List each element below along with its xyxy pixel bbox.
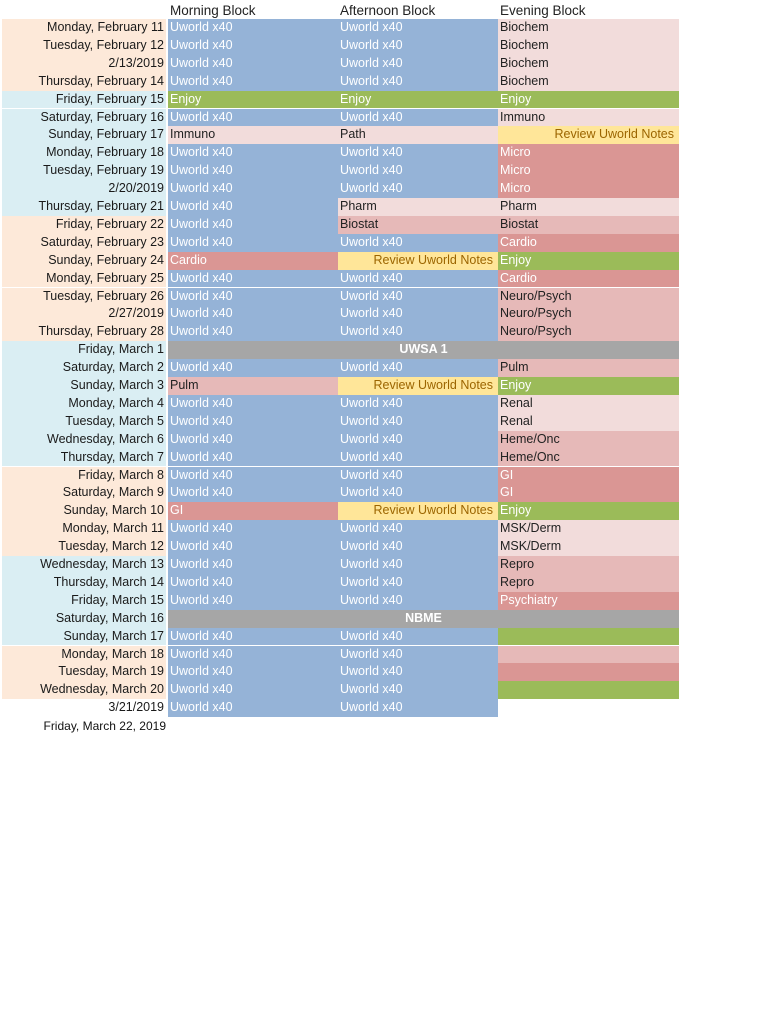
date-cell: Friday, February 22 <box>2 216 166 234</box>
header-evening-block: Evening Block <box>500 3 586 18</box>
morning-cell: Uworld x40 <box>168 288 338 306</box>
evening-cell: Cardio <box>498 270 679 288</box>
evening-cell: Review Uworld Notes <box>498 126 679 144</box>
evening-cell: Psychiatry <box>498 592 679 610</box>
morning-cell: Uworld x40 <box>168 538 338 556</box>
table-row <box>2 520 679 538</box>
morning-cell: Uworld x40 <box>168 55 338 73</box>
morning-cell: Uworld x40 <box>168 520 338 538</box>
header-morning-block: Morning Block <box>170 3 256 18</box>
date-cell: Thursday, February 14 <box>2 73 166 91</box>
afternoon-cell: Uworld x40 <box>338 556 498 574</box>
table-row <box>2 91 679 109</box>
table-row <box>2 288 679 306</box>
evening-cell: Immuno <box>498 109 679 127</box>
morning-cell: Uworld x40 <box>168 198 338 216</box>
evening-cell: Micro <box>498 162 679 180</box>
date-cell: Tuesday, February 12 <box>2 37 166 55</box>
evening-cell: MSK/Derm <box>498 538 679 556</box>
afternoon-cell: Uworld x40 <box>338 305 498 323</box>
table-row <box>2 395 679 413</box>
date-cell: Monday, March 11 <box>2 520 166 538</box>
date-cell: Tuesday, March 12 <box>2 538 166 556</box>
date-cell: Wednesday, March 6 <box>2 431 166 449</box>
date-cell: Sunday, March 10 <box>2 502 166 520</box>
evening-cell: Enjoy <box>498 377 679 395</box>
date-cell: Sunday, March 17 <box>2 628 166 646</box>
header-afternoon-block: Afternoon Block <box>340 3 436 18</box>
table-row <box>2 270 679 288</box>
date-cell: Saturday, February 23 <box>2 234 166 252</box>
morning-cell: Uworld x40 <box>168 574 338 592</box>
date-cell: Friday, February 15 <box>2 91 166 109</box>
date-cell: Sunday, February 17 <box>2 126 166 144</box>
table-row <box>2 663 679 681</box>
date-cell: Saturday, March 2 <box>2 359 166 377</box>
table-row <box>2 413 679 431</box>
table-row <box>2 359 679 377</box>
date-cell: Saturday, March 9 <box>2 484 166 502</box>
morning-cell: Enjoy <box>168 91 338 109</box>
morning-cell: Uworld x40 <box>168 19 338 37</box>
table-row <box>2 234 679 252</box>
exam-cell: NBME <box>168 610 679 628</box>
date-cell: Thursday, February 28 <box>2 323 166 341</box>
morning-cell: Uworld x40 <box>168 73 338 91</box>
table-row <box>2 556 679 574</box>
evening-cell: Renal <box>498 395 679 413</box>
evening-cell: Biochem <box>498 55 679 73</box>
afternoon-cell: Biostat <box>338 216 498 234</box>
evening-cell: GI <box>498 467 679 485</box>
morning-cell: Uworld x40 <box>168 305 338 323</box>
date-cell: 2/27/2019 <box>2 305 166 323</box>
date-cell: 3/21/2019 <box>2 699 166 717</box>
evening-cell: Heme/Onc <box>498 431 679 449</box>
morning-cell: Uworld x40 <box>168 646 338 664</box>
afternoon-cell: Uworld x40 <box>338 681 498 699</box>
evening-cell: Enjoy <box>498 502 679 520</box>
evening-cell: Enjoy <box>498 252 679 270</box>
morning-cell: Pulm <box>168 377 338 395</box>
morning-cell: Uworld x40 <box>168 413 338 431</box>
date-cell: Thursday, March 14 <box>2 574 166 592</box>
afternoon-cell: Uworld x40 <box>338 449 498 467</box>
morning-cell: Uworld x40 <box>168 556 338 574</box>
evening-cell: Micro <box>498 144 679 162</box>
table-row <box>2 377 679 395</box>
date-cell: Tuesday, February 19 <box>2 162 166 180</box>
table-row <box>2 55 679 73</box>
evening-cell <box>498 699 679 717</box>
morning-cell: Uworld x40 <box>168 681 338 699</box>
afternoon-cell: Uworld x40 <box>338 180 498 198</box>
morning-cell: Uworld x40 <box>168 162 338 180</box>
afternoon-cell: Uworld x40 <box>338 55 498 73</box>
table-row <box>2 180 679 198</box>
afternoon-cell: Path <box>338 126 498 144</box>
afternoon-cell: Uworld x40 <box>338 431 498 449</box>
evening-cell <box>498 663 679 681</box>
evening-cell: Pharm <box>498 198 679 216</box>
table-row <box>2 305 679 323</box>
date-cell: Tuesday, March 5 <box>2 413 166 431</box>
evening-cell: Repro <box>498 574 679 592</box>
morning-cell: Uworld x40 <box>168 234 338 252</box>
afternoon-cell: Uworld x40 <box>338 234 498 252</box>
morning-cell: Immuno <box>168 126 338 144</box>
evening-cell: Neuro/Psych <box>498 323 679 341</box>
afternoon-cell: Enjoy <box>338 91 498 109</box>
morning-cell: Uworld x40 <box>168 467 338 485</box>
afternoon-cell: Uworld x40 <box>338 646 498 664</box>
date-cell: Monday, February 11 <box>2 19 166 37</box>
afternoon-cell: Review Uworld Notes <box>338 502 498 520</box>
exam-cell: UWSA 1 <box>168 341 679 359</box>
afternoon-cell: Uworld x40 <box>338 467 498 485</box>
date-cell: Tuesday, March 19 <box>2 663 166 681</box>
morning-cell: Uworld x40 <box>168 395 338 413</box>
afternoon-cell: Uworld x40 <box>338 109 498 127</box>
afternoon-cell: Uworld x40 <box>338 413 498 431</box>
table-row <box>2 431 679 449</box>
evening-cell: Biostat <box>498 216 679 234</box>
afternoon-cell: Uworld x40 <box>338 37 498 55</box>
afternoon-cell: Uworld x40 <box>338 628 498 646</box>
table-row <box>2 449 679 467</box>
date-cell: Monday, March 18 <box>2 646 166 664</box>
table-row <box>2 126 679 144</box>
morning-cell: GI <box>168 502 338 520</box>
morning-cell: Uworld x40 <box>168 323 338 341</box>
date-cell: Monday, February 25 <box>2 270 166 288</box>
date-cell: 2/20/2019 <box>2 180 166 198</box>
afternoon-cell: Uworld x40 <box>338 323 498 341</box>
table-row <box>2 109 679 127</box>
evening-cell: GI <box>498 484 679 502</box>
morning-cell: Uworld x40 <box>168 144 338 162</box>
table-row <box>2 216 679 234</box>
table-row <box>2 699 679 717</box>
afternoon-cell: Uworld x40 <box>338 538 498 556</box>
date-cell: Wednesday, March 13 <box>2 556 166 574</box>
evening-cell: Pulm <box>498 359 679 377</box>
evening-cell: Neuro/Psych <box>498 288 679 306</box>
afternoon-cell: Uworld x40 <box>338 574 498 592</box>
table-row <box>2 484 679 502</box>
afternoon-cell: Uworld x40 <box>338 592 498 610</box>
date-cell: Tuesday, February 26 <box>2 288 166 306</box>
table-row <box>2 610 679 628</box>
evening-cell <box>498 681 679 699</box>
table-row <box>2 592 679 610</box>
date-cell: Friday, March 15 <box>2 592 166 610</box>
table-row <box>2 144 679 162</box>
evening-cell: Enjoy <box>498 91 679 109</box>
table-row <box>2 162 679 180</box>
date-cell: Sunday, March 3 <box>2 377 166 395</box>
afternoon-cell: Uworld x40 <box>338 359 498 377</box>
date-cell: Monday, March 4 <box>2 395 166 413</box>
date-cell: Thursday, February 21 <box>2 198 166 216</box>
afternoon-cell: Uworld x40 <box>338 520 498 538</box>
table-row <box>2 73 679 91</box>
afternoon-cell: Uworld x40 <box>338 270 498 288</box>
morning-cell: Uworld x40 <box>168 592 338 610</box>
date-cell: Saturday, February 16 <box>2 109 166 127</box>
table-row <box>2 502 679 520</box>
evening-cell: Micro <box>498 180 679 198</box>
footer-date: Friday, March 22, 2019 <box>43 719 166 734</box>
date-cell: Monday, February 18 <box>2 144 166 162</box>
date-cell: Friday, March 8 <box>2 467 166 485</box>
evening-cell: Biochem <box>498 73 679 91</box>
afternoon-cell: Review Uworld Notes <box>338 377 498 395</box>
evening-cell <box>498 646 679 664</box>
evening-cell <box>498 628 679 646</box>
table-row <box>2 341 679 359</box>
afternoon-cell: Uworld x40 <box>338 288 498 306</box>
table-row <box>2 19 679 37</box>
morning-cell: Uworld x40 <box>168 359 338 377</box>
date-cell: Wednesday, March 20 <box>2 681 166 699</box>
table-row <box>2 252 679 270</box>
morning-cell: Uworld x40 <box>168 180 338 198</box>
evening-cell: Biochem <box>498 37 679 55</box>
afternoon-cell: Uworld x40 <box>338 144 498 162</box>
table-row <box>2 37 679 55</box>
table-row <box>2 646 679 664</box>
morning-cell: Uworld x40 <box>168 37 338 55</box>
evening-cell: Renal <box>498 413 679 431</box>
afternoon-cell: Uworld x40 <box>338 395 498 413</box>
table-row <box>2 628 679 646</box>
morning-cell: Uworld x40 <box>168 628 338 646</box>
afternoon-cell: Uworld x40 <box>338 699 498 717</box>
morning-cell: Cardio <box>168 252 338 270</box>
morning-cell: Uworld x40 <box>168 663 338 681</box>
evening-cell: Repro <box>498 556 679 574</box>
evening-cell: Heme/Onc <box>498 449 679 467</box>
date-cell: 2/13/2019 <box>2 55 166 73</box>
table-row <box>2 538 679 556</box>
afternoon-cell: Uworld x40 <box>338 484 498 502</box>
date-cell: Thursday, March 7 <box>2 449 166 467</box>
table-row <box>2 574 679 592</box>
morning-cell: Uworld x40 <box>168 109 338 127</box>
table-row <box>2 323 679 341</box>
table-row <box>2 681 679 699</box>
morning-cell: Uworld x40 <box>168 449 338 467</box>
evening-cell: Cardio <box>498 234 679 252</box>
afternoon-cell: Pharm <box>338 198 498 216</box>
date-cell: Sunday, February 24 <box>2 252 166 270</box>
morning-cell: Uworld x40 <box>168 484 338 502</box>
afternoon-cell: Uworld x40 <box>338 19 498 37</box>
date-cell: Friday, March 1 <box>2 341 166 359</box>
table-row <box>2 198 679 216</box>
evening-cell: Biochem <box>498 19 679 37</box>
evening-cell: Neuro/Psych <box>498 305 679 323</box>
date-cell: Saturday, March 16 <box>2 610 166 628</box>
afternoon-cell: Uworld x40 <box>338 73 498 91</box>
table-row <box>2 467 679 485</box>
afternoon-cell: Uworld x40 <box>338 162 498 180</box>
morning-cell: Uworld x40 <box>168 216 338 234</box>
morning-cell: Uworld x40 <box>168 270 338 288</box>
evening-cell: MSK/Derm <box>498 520 679 538</box>
morning-cell: Uworld x40 <box>168 431 338 449</box>
morning-cell: Uworld x40 <box>168 699 338 717</box>
afternoon-cell: Uworld x40 <box>338 663 498 681</box>
afternoon-cell: Review Uworld Notes <box>338 252 498 270</box>
